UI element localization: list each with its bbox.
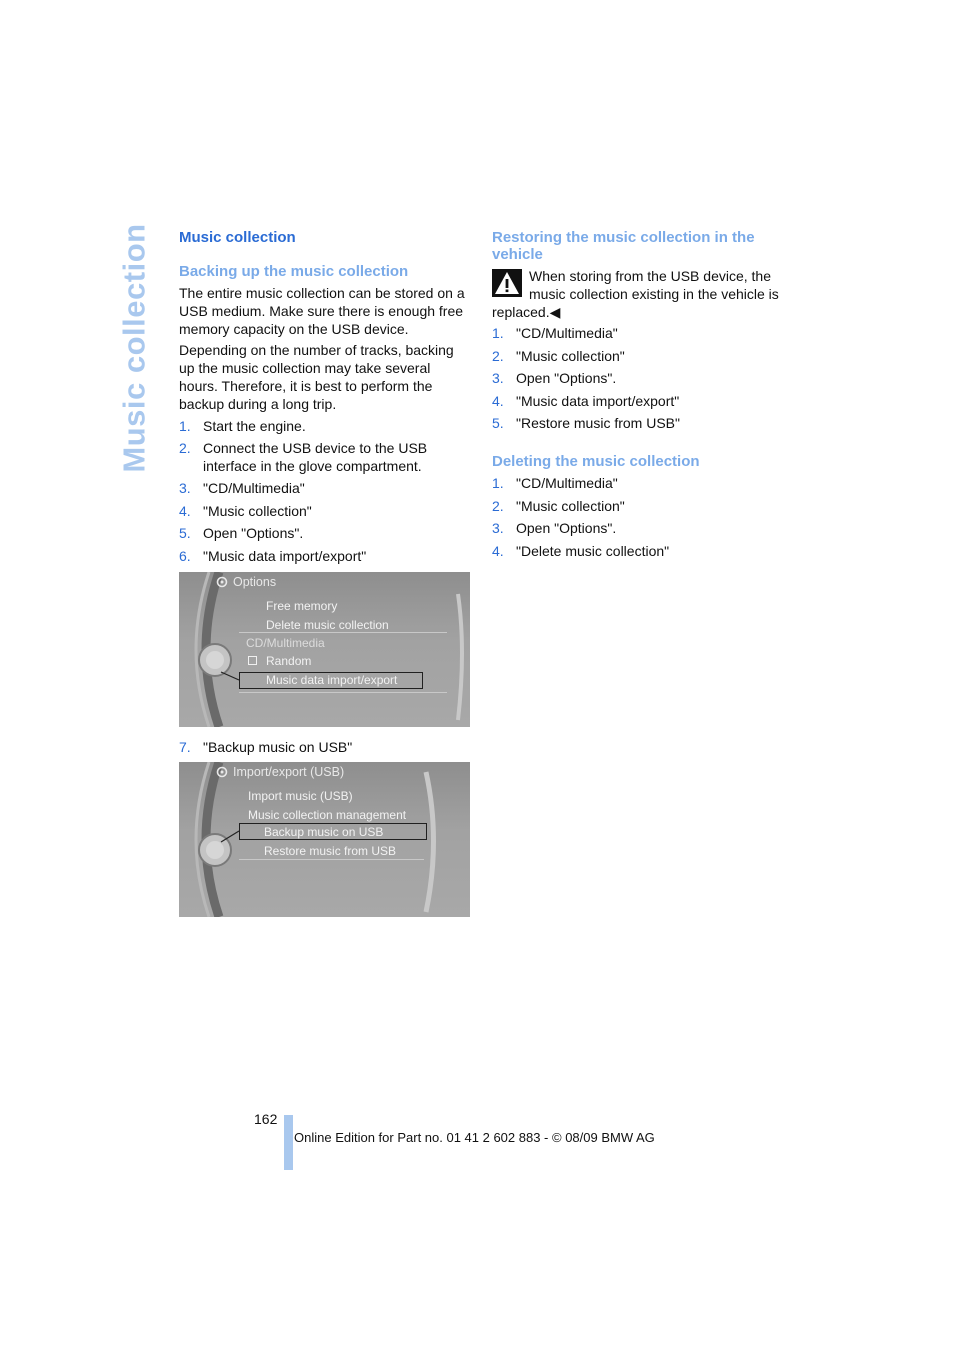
list-item: 1. Start the engine. xyxy=(179,417,306,434)
backup-heading: Backing up the music collection xyxy=(179,263,409,280)
list-item: 6. "Music data import/export" xyxy=(179,547,367,564)
footer-accent-bar xyxy=(284,1115,293,1170)
list-item: 1. "CD/Multimedia" xyxy=(492,325,618,342)
menu-item: Free memory xyxy=(266,598,338,613)
divider xyxy=(239,859,424,860)
right-column xyxy=(492,229,784,565)
list-item: 2. "Music collection" xyxy=(492,347,625,364)
backup-paragraph-1: The entire music collection can be stored on a USB medium. Make sure there is enough free memory capacity on the USB device. xyxy=(179,285,465,337)
menu-item-selected: Music data import/export xyxy=(266,672,398,687)
backup-step-7 xyxy=(179,739,471,757)
page-number: 162 xyxy=(254,1111,278,1127)
menu-group-label: CD/Multimedia xyxy=(246,635,325,650)
delete-steps xyxy=(492,475,784,560)
section-title: Music collection xyxy=(179,229,296,246)
delete-heading: Deleting the music collection xyxy=(492,453,700,471)
checkbox-icon xyxy=(248,656,257,665)
left-column xyxy=(179,229,471,929)
list-item: 2. Connect the USB device to the USB interface in the glove compartment. xyxy=(179,440,428,474)
options-menu-screenshot xyxy=(179,572,470,727)
gear-icon xyxy=(215,765,229,779)
screen-header: Options xyxy=(233,574,277,589)
list-item: 4. "Music data import/export" xyxy=(492,392,680,409)
restore-heading: Restoring the music collection in the vehicle xyxy=(492,229,755,263)
restore-steps xyxy=(492,325,784,433)
list-item: 5. "Restore music from USB" xyxy=(492,415,680,432)
menu-item: Random xyxy=(266,653,312,668)
warning-text: When storing from the USB device, the music collection existing in the vehicle is replaced.◀ xyxy=(492,268,779,320)
menu-item: Import music (USB) xyxy=(248,789,353,804)
list-item: 5. Open "Options". xyxy=(179,525,304,542)
divider xyxy=(239,632,447,633)
list-item: 4. "Music collection" xyxy=(179,502,312,519)
gear-icon xyxy=(215,575,229,589)
backup-paragraph-2: Depending on the number of tracks, backing up the music collection may take several hours. Therefore, it is best to perform the backup during a long trip. xyxy=(179,342,454,412)
edition-note: Online Edition for Part no. 01 41 2 602 883 - © 08/09 BMW AG xyxy=(294,1130,655,1145)
list-item: 3. Open "Options". xyxy=(492,370,617,387)
list-item: 4. "Delete music collection" xyxy=(492,542,670,559)
backup-steps xyxy=(179,418,471,566)
import-export-menu-screenshot xyxy=(179,762,470,917)
list-item: 7. "Backup music on USB" xyxy=(179,738,353,755)
menu-item: Restore music from USB xyxy=(264,844,397,859)
divider xyxy=(239,692,447,693)
list-item: 3. "CD/Multimedia" xyxy=(179,480,305,497)
chapter-side-tab-label: Music collection xyxy=(117,223,153,473)
list-item: 2. "Music collection" xyxy=(492,497,625,514)
warning-note xyxy=(492,268,784,321)
list-item: 3. Open "Options". xyxy=(492,520,617,537)
menu-item-selected: Backup music on USB xyxy=(264,825,384,840)
menu-item: Music collection management xyxy=(248,808,407,823)
chapter-side-tab xyxy=(112,223,158,473)
warning-triangle-icon xyxy=(492,269,522,297)
menu-item: Delete music collection xyxy=(266,617,389,632)
list-item: 1. "CD/Multimedia" xyxy=(492,475,618,492)
screen-header: Import/export (USB) xyxy=(233,765,345,780)
